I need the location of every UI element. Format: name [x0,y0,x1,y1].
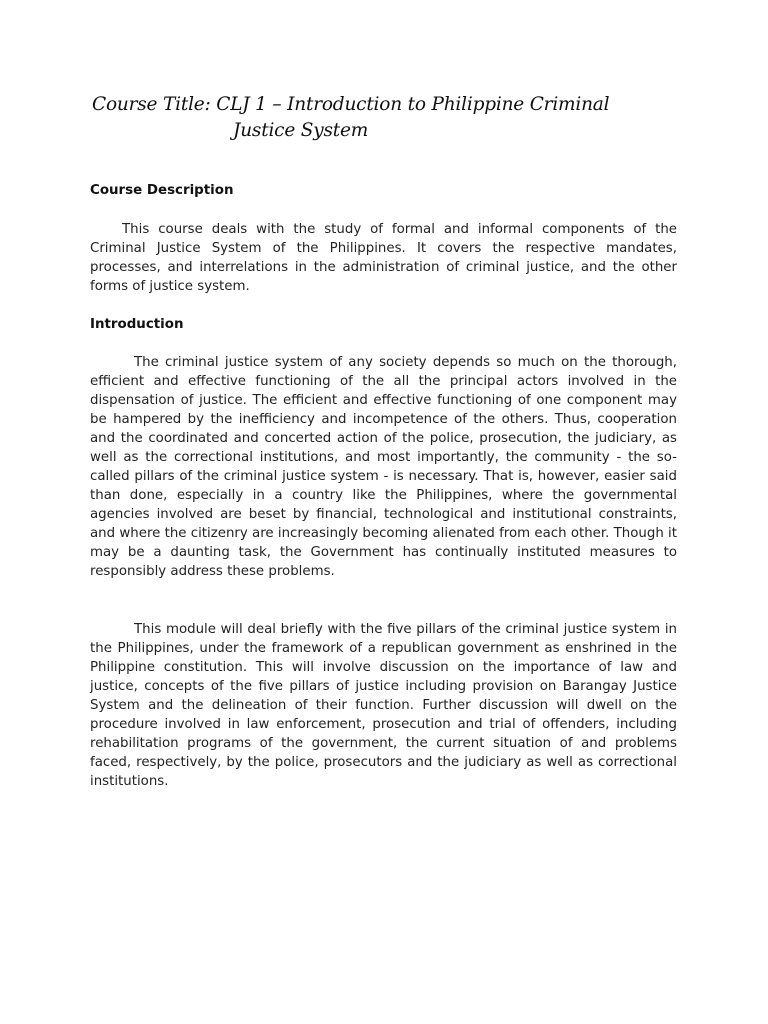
introduction-heading: Introduction [90,317,184,332]
introduction-paragraph-1: The criminal justice system of any society depends so much on the thorough, efficient and effective functioning of the all the principal actors involved in the dispensation of justice. The efficient and effective functioning of one component may be hampered by the inefficiency and incompetence of the others. Thus, cooperation and the coordinated and concerted action of the police, prosecution, the judiciary, as well as the correctional institutions, and most importantly, the community - the so-called pillars of the criminal justice system - is necessary. That is, however, easier said than done, especially in a country like the Philippines, where the governmental agencies involved are beset by financial, technological and institutional constraints, and where the citizenry are increasingly becoming alienated from each other. Though it may be a daunting task, the Government has continually instituted measures to responsibly address these problems. [90,355,677,579]
introduction-paragraph-2: This module will deal briefly with the five pillars of the criminal justice system in the Philippines, under the framework of a republican government as enshrined in the Philippine constitution. This will involve discussion on the importance of law and justice, concepts of the five pillars of justice including provision on Barangay Justice System and the delineation of their function. Further discussion will dwell on the procedure involved in law enforcement, prosecution and trial of offenders, including rehabilitation programs of the government, the current situation of and problems faced, respectively, by the police, prosecutors and the judiciary as well as correctional institutions. [90,622,677,789]
course-title-line-2: Justice System [233,120,369,141]
course-description-paragraph: This course deals with the study of formal and informal components of the Criminal Justice System of the Philippines. It covers the respective mandates, processes, and interrelations in the administration of criminal justice, and the other forms of justice system. [90,222,677,294]
course-title [92,92,692,144]
course-title-line-1: Course Title: CLJ 1 – Introduction to Philippine Criminal [92,94,610,115]
course-description-heading: Course Description [90,183,234,198]
